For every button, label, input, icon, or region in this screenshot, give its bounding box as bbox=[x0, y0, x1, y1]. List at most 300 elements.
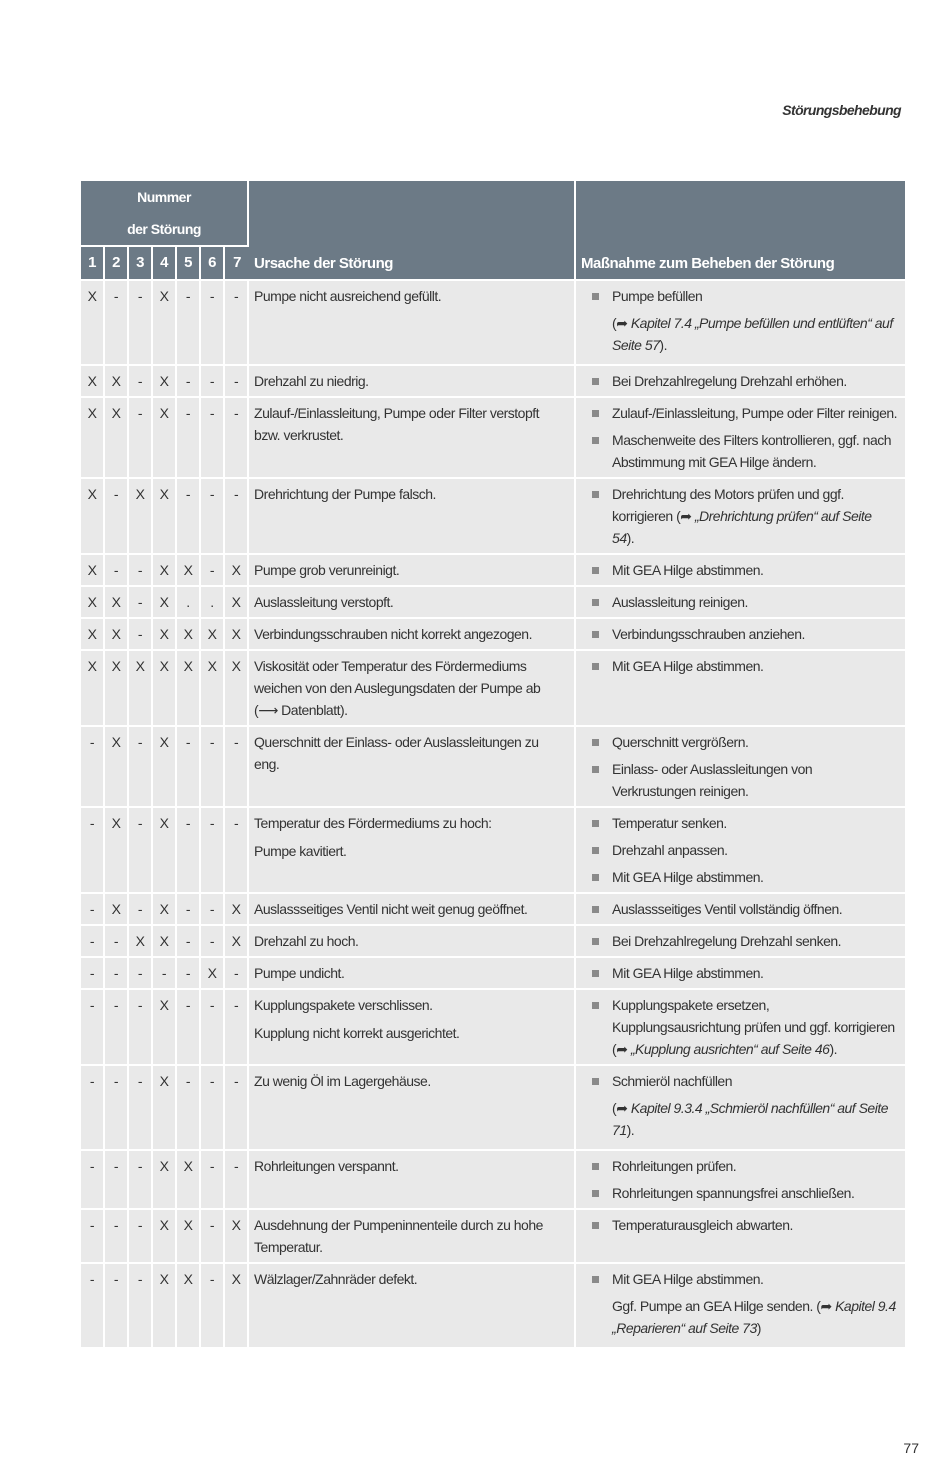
fault-flag: - bbox=[129, 958, 153, 990]
fault-table bbox=[81, 181, 905, 1349]
table-row bbox=[81, 1151, 905, 1210]
fault-table-body bbox=[81, 281, 905, 1349]
action-item bbox=[590, 591, 897, 613]
fault-flag: - bbox=[177, 727, 201, 808]
fault-flag: X bbox=[153, 1151, 177, 1210]
fault-number-header: 2 bbox=[105, 247, 129, 281]
note-text: Ggf. Pumpe an GEA Hilge senden. ( bbox=[612, 1298, 821, 1314]
fault-flag: X bbox=[153, 587, 177, 619]
table-row bbox=[81, 398, 905, 479]
fault-flag: X bbox=[129, 479, 153, 555]
fault-flag: X bbox=[129, 926, 153, 958]
action-item bbox=[590, 1268, 897, 1290]
action-cell bbox=[576, 727, 905, 808]
fault-flag: - bbox=[105, 1264, 129, 1349]
action-text: Pumpe befüllen bbox=[612, 288, 703, 304]
note-text: ( bbox=[612, 1100, 617, 1116]
action-item bbox=[590, 930, 897, 952]
action-item bbox=[590, 866, 897, 888]
bullet-square-icon bbox=[592, 1163, 599, 1170]
fault-flag: X bbox=[153, 926, 177, 958]
action-cell bbox=[576, 1210, 905, 1264]
cause-text: Pumpe undicht. bbox=[254, 965, 345, 981]
cause-text: Zu wenig Öl im Lagergehäuse. bbox=[254, 1073, 431, 1089]
fault-flag: - bbox=[201, 1151, 225, 1210]
fault-flag: - bbox=[81, 808, 105, 894]
action-cell bbox=[576, 555, 905, 587]
cause-cell bbox=[249, 281, 576, 366]
cause-cell bbox=[249, 990, 576, 1066]
action-cell bbox=[576, 651, 905, 727]
table-row bbox=[81, 587, 905, 619]
fault-flag: X bbox=[153, 281, 177, 366]
action-item bbox=[590, 1214, 897, 1236]
fault-flag: - bbox=[105, 1066, 129, 1151]
action-text: Zulauf-/Einlassleitung, Pumpe oder Filter reinigen. bbox=[612, 405, 898, 421]
cross-reference-arrow-icon: ➦ bbox=[616, 1041, 631, 1057]
action-item bbox=[590, 758, 897, 802]
fault-flag: X bbox=[81, 479, 105, 555]
fault-flag: - bbox=[225, 398, 249, 479]
fault-flag: - bbox=[105, 281, 129, 366]
action-cell bbox=[576, 990, 905, 1066]
fault-flag: - bbox=[225, 727, 249, 808]
cross-reference-arrow-icon: ➦ bbox=[616, 315, 631, 331]
cross-reference-arrow-icon: ➦ bbox=[680, 508, 695, 524]
fault-flag: - bbox=[129, 281, 153, 366]
fault-flag: X bbox=[81, 619, 105, 651]
fault-flag: X bbox=[201, 619, 225, 651]
fault-flag: - bbox=[201, 366, 225, 398]
cause-text: Ausdehnung der Pumpeninnenteile durch zu hohe Temperatur. bbox=[254, 1217, 543, 1255]
fault-flag: X bbox=[225, 894, 249, 926]
fault-flag: X bbox=[81, 651, 105, 727]
fault-flag: - bbox=[105, 555, 129, 587]
fault-flag: - bbox=[81, 894, 105, 926]
fault-flag: - bbox=[177, 398, 201, 479]
fault-flag: - bbox=[225, 479, 249, 555]
fault-flag: X bbox=[177, 1210, 201, 1264]
fault-flag: - bbox=[105, 1151, 129, 1210]
cause-text: Kupplung nicht korrekt ausgerichtet. bbox=[254, 1025, 460, 1041]
cross-reference-arrow-icon: ➦ bbox=[616, 1100, 631, 1116]
action-note bbox=[590, 1097, 897, 1141]
fault-flag: - bbox=[105, 958, 129, 990]
fault-flag: X bbox=[225, 555, 249, 587]
action-text-end: ). bbox=[829, 1041, 837, 1057]
action-text: Auslassseitiges Ventil vollständig öffnen. bbox=[612, 901, 843, 917]
fault-flag: X bbox=[153, 990, 177, 1066]
fault-flag: - bbox=[81, 958, 105, 990]
table-row bbox=[81, 555, 905, 587]
bullet-square-icon bbox=[592, 567, 599, 574]
action-cell bbox=[576, 587, 905, 619]
fault-flag: - bbox=[225, 366, 249, 398]
cause-text: Rohrleitungen verspannt. bbox=[254, 1158, 399, 1174]
fault-flag: - bbox=[177, 808, 201, 894]
fault-flag: - bbox=[177, 990, 201, 1066]
note-text: ( bbox=[612, 315, 617, 331]
fault-flag: - bbox=[105, 926, 129, 958]
action-item bbox=[590, 1155, 897, 1177]
cross-reference-arrow-icon: ➦ bbox=[820, 1298, 836, 1314]
action-cell bbox=[576, 1151, 905, 1210]
fault-flag: - bbox=[81, 727, 105, 808]
fault-flag: - bbox=[201, 281, 225, 366]
action-text: Einlass- oder Auslassleitungen von Verkrustungen reinigen. bbox=[612, 761, 813, 799]
action-item bbox=[590, 898, 897, 920]
table-row bbox=[81, 619, 905, 651]
fault-flag: - bbox=[225, 1066, 249, 1151]
table-row bbox=[81, 651, 905, 727]
cause-text: Querschnitt der Einlass- oder Auslassleitungen zu eng. bbox=[254, 734, 539, 772]
action-text: Mit GEA Hilge abstimmen. bbox=[612, 562, 764, 578]
fault-flag: X bbox=[105, 398, 129, 479]
cause-cell bbox=[249, 727, 576, 808]
fault-flag: - bbox=[105, 1210, 129, 1264]
table-row bbox=[81, 1264, 905, 1349]
table-row bbox=[81, 366, 905, 398]
fault-flag: - bbox=[177, 1066, 201, 1151]
cause-cell bbox=[249, 619, 576, 651]
cause-text: Drehzahl zu niedrig. bbox=[254, 373, 369, 389]
bullet-square-icon bbox=[592, 410, 599, 417]
cross-reference: „Drehrichtung prüfen“ auf Seite 54 bbox=[612, 508, 872, 546]
fault-flag: X bbox=[153, 808, 177, 894]
action-item bbox=[590, 731, 897, 753]
fault-flag: - bbox=[201, 894, 225, 926]
bullet-square-icon bbox=[592, 766, 599, 773]
bullet-square-icon bbox=[592, 293, 599, 300]
fault-flag: - bbox=[153, 958, 177, 990]
bullet-square-icon bbox=[592, 739, 599, 746]
cause-text: Pumpe kavitiert. bbox=[254, 843, 347, 859]
fault-flag: X bbox=[177, 619, 201, 651]
fault-flag: X bbox=[153, 619, 177, 651]
fault-flag: X bbox=[153, 479, 177, 555]
action-text: Mit GEA Hilge abstimmen. bbox=[612, 1271, 764, 1287]
cross-reference: „Kupplung ausrichten“ auf Seite 46 bbox=[630, 1041, 830, 1057]
fault-number-header: 6 bbox=[201, 247, 225, 281]
action-text: Mit GEA Hilge abstimmen. bbox=[612, 658, 764, 674]
bullet-square-icon bbox=[592, 1078, 599, 1085]
table-row bbox=[81, 926, 905, 958]
fault-number-header: 5 bbox=[177, 247, 201, 281]
fault-flag: . bbox=[177, 587, 201, 619]
action-cell bbox=[576, 926, 905, 958]
note-text-end: ). bbox=[626, 1122, 635, 1138]
section-title: Störungsbehebung bbox=[782, 102, 901, 118]
fault-number-header: 1 bbox=[81, 247, 105, 281]
fault-flag: X bbox=[153, 398, 177, 479]
cause-text: Auslassleitung verstopft. bbox=[254, 594, 394, 610]
note-text-end: ). bbox=[659, 337, 667, 353]
bullet-square-icon bbox=[592, 874, 599, 881]
fault-flag: - bbox=[177, 366, 201, 398]
bullet-square-icon bbox=[592, 663, 599, 670]
action-item bbox=[590, 623, 897, 645]
cause-text: Drehzahl zu hoch. bbox=[254, 933, 359, 949]
cause-cell bbox=[249, 1066, 576, 1151]
fault-flag: X bbox=[225, 1210, 249, 1264]
bullet-square-icon bbox=[592, 437, 599, 444]
fault-flag: X bbox=[201, 958, 225, 990]
fault-number-header: 3 bbox=[129, 247, 153, 281]
fault-flag: X bbox=[105, 808, 129, 894]
action-text: Bei Drehzahlregelung Drehzahl erhöhen. bbox=[612, 373, 847, 389]
fault-flag: X bbox=[225, 1264, 249, 1349]
fault-flag: - bbox=[129, 727, 153, 808]
fault-flag: X bbox=[225, 587, 249, 619]
fault-flag: - bbox=[225, 281, 249, 366]
fault-flag: - bbox=[129, 1264, 153, 1349]
action-item bbox=[590, 994, 897, 1060]
action-text: Mit GEA Hilge abstimmen. bbox=[612, 965, 764, 981]
cause-cell bbox=[249, 398, 576, 479]
cause-text: Verbindungsschrauben nicht korrekt angezogen. bbox=[254, 626, 532, 642]
fault-flag: X bbox=[153, 727, 177, 808]
action-item bbox=[590, 655, 897, 677]
bullet-square-icon bbox=[592, 847, 599, 854]
fault-flag: - bbox=[81, 926, 105, 958]
fault-flag: X bbox=[225, 619, 249, 651]
action-text: Temperaturausgleich abwarten. bbox=[612, 1217, 793, 1233]
action-text: Querschnitt vergrößern. bbox=[612, 734, 749, 750]
bullet-square-icon bbox=[592, 820, 599, 827]
fault-flag: X bbox=[225, 651, 249, 727]
action-item bbox=[590, 839, 897, 861]
fault-flag: X bbox=[177, 555, 201, 587]
fault-flag: X bbox=[81, 555, 105, 587]
fault-flag: X bbox=[105, 651, 129, 727]
bullet-square-icon bbox=[592, 1222, 599, 1229]
action-text: Schmieröl nachfüllen bbox=[612, 1073, 733, 1089]
cause-text: Wälzlager/Zahnräder defekt. bbox=[254, 1271, 418, 1287]
table-row bbox=[81, 894, 905, 926]
cause-cell bbox=[249, 926, 576, 958]
action-cell bbox=[576, 398, 905, 479]
cause-cell bbox=[249, 479, 576, 555]
bullet-square-icon bbox=[592, 1002, 599, 1009]
action-cell bbox=[576, 958, 905, 990]
fault-flag: X bbox=[81, 398, 105, 479]
fault-flag: - bbox=[201, 1210, 225, 1264]
fault-flag: - bbox=[225, 958, 249, 990]
action-item bbox=[590, 962, 897, 984]
fault-number-group-header: Nummer der Störung bbox=[81, 181, 249, 247]
fault-flag: X bbox=[201, 651, 225, 727]
action-item bbox=[590, 429, 897, 473]
cause-text: Pumpe nicht ausreichend gefüllt. bbox=[254, 288, 442, 304]
bullet-square-icon bbox=[592, 599, 599, 606]
action-text: Bei Drehzahlregelung Drehzahl senken. bbox=[612, 933, 842, 949]
cause-text: Kupplungspakete verschlissen. bbox=[254, 997, 433, 1013]
fault-flag: - bbox=[129, 555, 153, 587]
cause-cell bbox=[249, 366, 576, 398]
cross-reference: Kapitel 9.3.4 „Schmieröl nachfüllen“ auf Seite 71 bbox=[612, 1100, 889, 1138]
fault-flag: X bbox=[153, 651, 177, 727]
fault-flag: - bbox=[129, 1151, 153, 1210]
action-note bbox=[590, 312, 897, 356]
action-item bbox=[590, 812, 897, 834]
fault-flag: X bbox=[177, 1151, 201, 1210]
fault-flag: X bbox=[153, 555, 177, 587]
bullet-square-icon bbox=[592, 906, 599, 913]
fault-flag: - bbox=[129, 1066, 153, 1151]
fault-flag: X bbox=[81, 281, 105, 366]
action-cell bbox=[576, 281, 905, 366]
fault-flag: - bbox=[177, 958, 201, 990]
fault-flag: X bbox=[153, 1264, 177, 1349]
bullet-square-icon bbox=[592, 970, 599, 977]
fault-flag: - bbox=[129, 398, 153, 479]
fault-flag: X bbox=[153, 1066, 177, 1151]
table-row bbox=[81, 1066, 905, 1151]
table-row bbox=[81, 479, 905, 555]
cause-cell bbox=[249, 958, 576, 990]
fault-number-header: 4 bbox=[153, 247, 177, 281]
action-text: Rohrleitungen spannungsfrei anschließen. bbox=[612, 1185, 855, 1201]
fault-flag: - bbox=[105, 479, 129, 555]
fault-flag: X bbox=[105, 366, 129, 398]
bullet-square-icon bbox=[592, 1190, 599, 1197]
action-text: Mit GEA Hilge abstimmen. bbox=[612, 869, 764, 885]
action-text: Rohrleitungen prüfen. bbox=[612, 1158, 737, 1174]
action-cell bbox=[576, 894, 905, 926]
fault-flag: - bbox=[201, 479, 225, 555]
fault-flag: - bbox=[81, 1264, 105, 1349]
table-row bbox=[81, 990, 905, 1066]
fault-flag: X bbox=[177, 651, 201, 727]
cause-text: Pumpe grob verunreinigt. bbox=[254, 562, 400, 578]
cause-column-header: Ursache der Störung bbox=[249, 181, 576, 281]
fault-flag: - bbox=[81, 1151, 105, 1210]
fault-flag: X bbox=[153, 366, 177, 398]
fault-flag: X bbox=[225, 926, 249, 958]
fault-flag: - bbox=[201, 1066, 225, 1151]
fault-flag: X bbox=[105, 894, 129, 926]
fault-flag: X bbox=[81, 366, 105, 398]
action-cell bbox=[576, 1066, 905, 1151]
action-item bbox=[590, 1182, 897, 1204]
fault-flag: - bbox=[129, 990, 153, 1066]
action-column-header: Maßnahme zum Beheben der Störung bbox=[576, 181, 905, 281]
action-item bbox=[590, 370, 897, 392]
fault-flag: - bbox=[129, 1210, 153, 1264]
fault-flag: - bbox=[129, 619, 153, 651]
action-note bbox=[590, 1295, 897, 1339]
table-row bbox=[81, 1210, 905, 1264]
cause-cell bbox=[249, 651, 576, 727]
action-item bbox=[590, 483, 897, 549]
table-row bbox=[81, 808, 905, 894]
fault-flag: - bbox=[225, 1151, 249, 1210]
cause-cell bbox=[249, 555, 576, 587]
fault-flag: - bbox=[129, 894, 153, 926]
cause-text: Zulauf-/Einlassleitung, Pumpe oder Filter verstopft bzw. verkrustet. bbox=[254, 405, 540, 443]
fault-flag: - bbox=[177, 479, 201, 555]
action-text: Kupplungspakete ersetzen, Kupplungsausrichtung prüfen und ggf. korrigieren ( bbox=[612, 997, 895, 1057]
fault-flag: - bbox=[201, 555, 225, 587]
page-number: 77 bbox=[903, 1440, 919, 1456]
action-item bbox=[590, 1070, 897, 1092]
action-cell bbox=[576, 619, 905, 651]
fault-flag: - bbox=[201, 398, 225, 479]
action-text: Drehzahl anpassen. bbox=[612, 842, 728, 858]
action-cell bbox=[576, 1264, 905, 1349]
fault-flag: - bbox=[105, 990, 129, 1066]
fault-flag: X bbox=[81, 587, 105, 619]
action-cell bbox=[576, 479, 905, 555]
fault-flag: X bbox=[153, 1210, 177, 1264]
action-item bbox=[590, 402, 897, 424]
fault-flag: X bbox=[105, 587, 129, 619]
bullet-square-icon bbox=[592, 491, 599, 498]
fault-flag: X bbox=[105, 727, 129, 808]
fault-flag: X bbox=[153, 894, 177, 926]
fault-flag: - bbox=[201, 727, 225, 808]
bullet-square-icon bbox=[592, 378, 599, 385]
bullet-square-icon bbox=[592, 1276, 599, 1283]
cross-reference: Kapitel 9.4 „Reparieren“ auf Seite 73 bbox=[612, 1298, 896, 1336]
fault-flag: - bbox=[81, 990, 105, 1066]
action-text: Temperatur senken. bbox=[612, 815, 727, 831]
action-text: Maschenweite des Filters kontrollieren, ggf. nach Abstimmung mit GEA Hilge ändern. bbox=[612, 432, 892, 470]
fault-flag: - bbox=[201, 990, 225, 1066]
action-text: Drehrichtung des Motors prüfen und ggf. korrigieren ( bbox=[612, 486, 844, 524]
cross-reference: Kapitel 7.4 „Pumpe befüllen und entlüften“ auf Seite 57 bbox=[612, 315, 893, 353]
note-text-end: ) bbox=[756, 1320, 761, 1336]
cause-cell bbox=[249, 1264, 576, 1349]
cause-text: Drehrichtung der Pumpe falsch. bbox=[254, 486, 436, 502]
action-text-end: ). bbox=[626, 530, 635, 546]
fault-flag: - bbox=[201, 808, 225, 894]
fault-flag: - bbox=[201, 1264, 225, 1349]
fault-flag: X bbox=[177, 1264, 201, 1349]
fault-flag: - bbox=[81, 1210, 105, 1264]
action-text: Auslassleitung reinigen. bbox=[612, 594, 748, 610]
action-item bbox=[590, 285, 897, 307]
fault-flag: X bbox=[105, 619, 129, 651]
fault-number-header: 7 bbox=[225, 247, 249, 281]
fault-flag: - bbox=[81, 1066, 105, 1151]
fault-flag: - bbox=[177, 281, 201, 366]
cause-cell bbox=[249, 587, 576, 619]
fault-flag: - bbox=[177, 894, 201, 926]
cause-text: Temperatur des Fördermediums zu hoch: bbox=[254, 815, 492, 831]
fault-flag: - bbox=[225, 808, 249, 894]
action-item bbox=[590, 559, 897, 581]
action-cell bbox=[576, 366, 905, 398]
bullet-square-icon bbox=[592, 631, 599, 638]
bullet-square-icon bbox=[592, 938, 599, 945]
fault-flag: - bbox=[201, 926, 225, 958]
table-row bbox=[81, 727, 905, 808]
table-row bbox=[81, 281, 905, 366]
cause-text: Viskosität oder Temperatur des Fördermediums weichen von den Auslegungsdaten der Pumpe ab (⟶ Datenblatt). bbox=[254, 658, 541, 718]
fault-flag: - bbox=[225, 990, 249, 1066]
action-text: Verbindungsschrauben anziehen. bbox=[612, 626, 805, 642]
action-cell bbox=[576, 808, 905, 894]
fault-flag: - bbox=[177, 926, 201, 958]
cause-cell bbox=[249, 894, 576, 926]
cause-cell bbox=[249, 808, 576, 894]
fault-flag: - bbox=[129, 808, 153, 894]
fault-flag: X bbox=[129, 651, 153, 727]
table-row bbox=[81, 958, 905, 990]
cause-text: Auslassseitiges Ventil nicht weit genug geöffnet. bbox=[254, 901, 528, 917]
fault-flag: . bbox=[201, 587, 225, 619]
